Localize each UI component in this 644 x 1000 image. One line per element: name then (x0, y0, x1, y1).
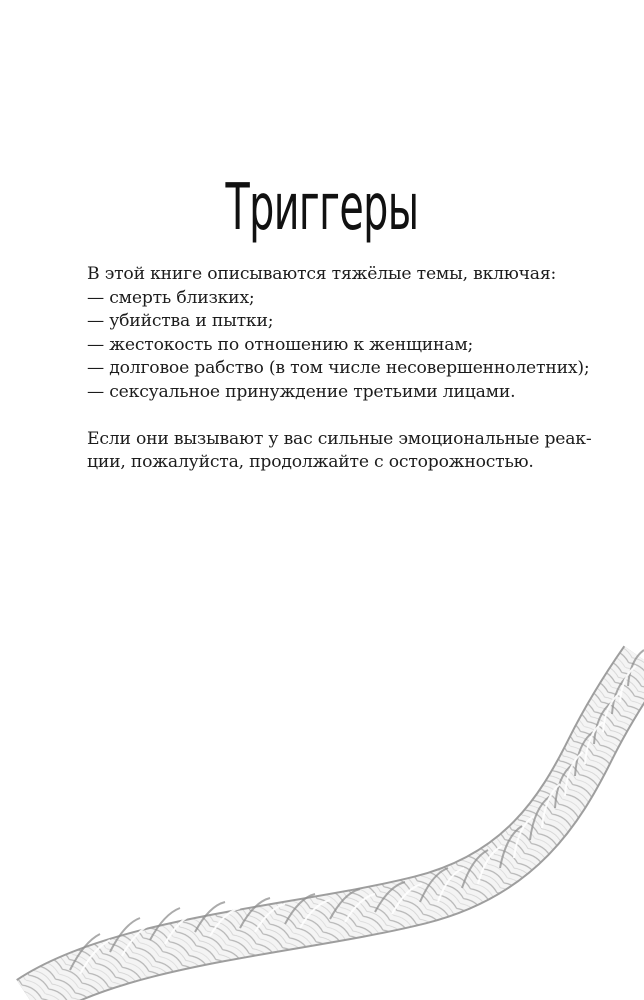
closing-line: Если они вызывают у вас сильные эмоциональные реак- (87, 428, 592, 449)
list-item: — смерть близких; (87, 287, 255, 308)
closing-line: ции, пожалуйста, продолжайте с осторожностью. (87, 452, 534, 473)
page-title: Триггеры (225, 171, 419, 245)
list-item: — убийства и пытки; (87, 311, 274, 332)
list-item: — долговое рабство (в том числе несовершеннолетних); (87, 358, 590, 379)
trigger-warning-text (87, 263, 592, 475)
list-item: — сексуальное принуждение третьими лицами. (87, 381, 516, 402)
intro-line: В этой книге описываются тяжёлые темы, включая: (87, 264, 557, 284)
list-item: — жестокость по отношению к женщинам; (87, 334, 474, 355)
rope-illustration-icon (0, 640, 644, 1000)
